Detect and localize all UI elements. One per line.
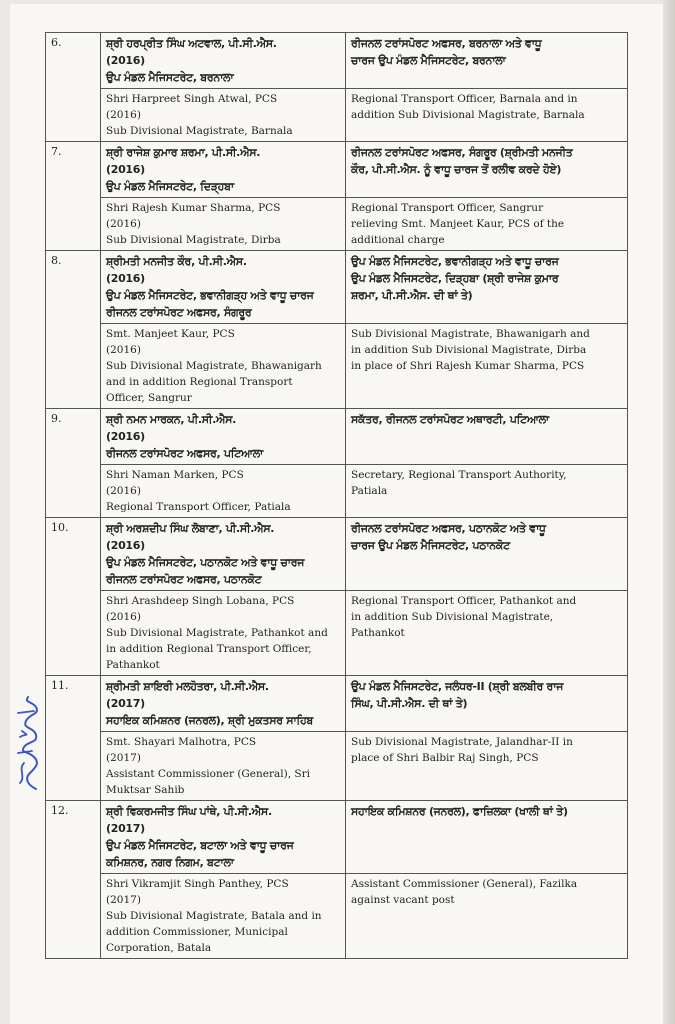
- officer-punjabi: [101, 676, 346, 732]
- entry-row-english: [46, 89, 628, 142]
- text-line: Regional Transport Officer, Pathankot and: [351, 595, 577, 607]
- text-line: ਉਪ ਮੰਡਲ ਮੈਜਿਸਟਰੇਟ, ਬਟਾਲਾ ਅਤੇ ਵਾਧੂ ਚਾਰਜ: [106, 839, 294, 852]
- text-line: ਉਪ ਮੰਡਲ ਮੈਜਿਸਟਰੇਟ, ਦਿੜ੍ਹਬਾ (ਸ਼੍ਰੀ ਰਾਜੇਸ਼ ਕੁਮਾਰ: [351, 272, 559, 285]
- text-line: Sub Divisional Magistrate, Pathankot and: [106, 627, 328, 639]
- posting-english: [346, 465, 628, 518]
- officer-punjabi: [101, 33, 346, 89]
- text-line: (2017): [106, 894, 141, 906]
- text-line: ਸ਼੍ਰੀ ਅਰਸ਼ਦੀਪ ਸਿੰਘ ਲੋਬਾਣਾ, ਪੀ.ਸੀ.ਐਸ.: [106, 522, 275, 535]
- entry-row-punjabi: [46, 409, 628, 465]
- text-line: ਉਪ ਮੰਡਲ ਮੈਜਿਸਟਰੇਟ, ਜਲੰਧਰ-II (ਸ਼੍ਰੀ ਬਲਬੀਰ ਰਾਜ: [351, 680, 564, 693]
- entry-number: 6.: [46, 33, 101, 142]
- text-line: Sub Divisional Magistrate, Barnala: [106, 125, 293, 137]
- text-line: in addition Sub Divisional Magistrate,: [351, 611, 554, 623]
- entry-row-english: [46, 465, 628, 518]
- text-line: Sub Divisional Magistrate, Bhawanigarh: [106, 360, 322, 372]
- officer-english: [101, 198, 346, 251]
- text-line: (2016): [106, 218, 141, 230]
- text-line: in addition Regional Transport Officer,: [106, 643, 312, 655]
- text-line: ਉਪ ਮੰਡਲ ਮੈਜਿਸਟਰੇਟ, ਪਠਾਨਕੋਟ ਅਤੇ ਵਾਧੂ ਚਾਰਜ: [106, 556, 305, 569]
- text-line: addition Commissioner, Municipal: [106, 926, 288, 938]
- officer-punjabi: [101, 801, 346, 874]
- text-line: Patiala: [351, 485, 388, 497]
- text-line: ਉਪ ਮੰਡਲ ਮੈਜਿਸਟਰੇਟ, ਭਵਾਨੀਗੜ੍ਹ ਅਤੇ ਵਾਧੂ ਚਾਰਜ: [351, 255, 559, 268]
- posting-orders-table: [45, 32, 628, 959]
- text-line: ਉਪ ਮੰਡਲ ਮੈਜਿਸਟਰੇਟ, ਬਰਨਾਲਾ: [106, 71, 234, 84]
- text-line: Assistant Commissioner (General), Fazilka: [351, 878, 578, 890]
- entry-number: 12.: [46, 801, 101, 959]
- entry-number: 8.: [46, 251, 101, 409]
- text-line: Shri Naman Marken, PCS: [106, 469, 244, 481]
- text-line: (2016): [106, 163, 145, 176]
- posting-punjabi: [346, 251, 628, 324]
- text-line: ਸਹਾਇਕ ਕਮਿਸ਼ਨਰ (ਜਨਰਲ), ਫਾਜ਼ਿਲਕਾ (ਖਾਲੀ ਥਾਂ ਤੇ): [351, 805, 568, 818]
- text-line: Shri Harpreet Singh Atwal, PCS: [106, 93, 278, 105]
- text-line: ਸ਼੍ਰੀਮਤੀ ਸ਼ਾਇਰੀ ਮਲਹੋਤਰਾ, ਪੀ.ਸੀ.ਐਸ.: [106, 680, 269, 693]
- text-line: (2016): [106, 485, 141, 497]
- text-line: relieving Smt. Manjeet Kaur, PCS of the: [351, 218, 565, 230]
- officer-punjabi: [101, 518, 346, 591]
- entry-row-english: [46, 591, 628, 676]
- text-line: (2016): [106, 344, 141, 356]
- text-line: Shri Arashdeep Singh Lobana, PCS: [106, 595, 295, 607]
- entry-row-punjabi: [46, 251, 628, 324]
- posting-punjabi: [346, 518, 628, 591]
- text-line: (2016): [106, 272, 145, 285]
- text-line: place of Shri Balbir Raj Singh, PCS: [351, 752, 539, 764]
- posting-punjabi: [346, 33, 628, 89]
- text-line: Pathankot: [351, 627, 405, 639]
- page-edge-shadow: [663, 0, 675, 1024]
- text-line: ਸ਼੍ਰੀ ਹਰਪ੍ਰੀਤ ਸਿੰਘ ਅਟਵਾਲ, ਪੀ.ਸੀ.ਐਸ.: [106, 37, 277, 50]
- entry-number: 11.: [46, 676, 101, 801]
- officer-english: [101, 465, 346, 518]
- text-line: ਸ਼ਰਮਾ, ਪੀ.ਸੀ.ਐਸ. ਦੀ ਥਾਂ ਤੇ): [351, 289, 473, 302]
- entry-number: 7.: [46, 142, 101, 251]
- officer-punjabi: [101, 142, 346, 198]
- entry-number: 10.: [46, 518, 101, 676]
- entry-row-punjabi: [46, 801, 628, 874]
- posting-punjabi: [346, 801, 628, 874]
- text-line: Smt. Shayari Malhotra, PCS: [106, 736, 257, 748]
- entry-number: 9.: [46, 409, 101, 518]
- officer-english: [101, 732, 346, 801]
- text-line: Sub Divisional Magistrate, Dirba: [106, 234, 281, 246]
- entry-row-punjabi: [46, 676, 628, 732]
- text-line: in addition Sub Divisional Magistrate, Dirba: [351, 344, 587, 356]
- text-line: ਸਹਾਇਕ ਕਮਿਸ਼ਨਰ (ਜਨਰਲ), ਸ਼੍ਰੀ ਮੁਕਤਸਰ ਸਾਹਿਬ: [106, 714, 313, 727]
- officer-punjabi: [101, 409, 346, 465]
- text-line: ਰੀਜਨਲ ਟਰਾਂਸਪੋਰਟ ਅਫਸਰ, ਪਠਾਨਕੋਟ ਅਤੇ ਵਾਧੂ: [351, 522, 546, 535]
- text-line: and in addition Regional Transport: [106, 376, 293, 388]
- entry-row-english: [46, 198, 628, 251]
- text-line: ਰੀਜਨਲ ਟਰਾਂਸਪੋਰਟ ਅਫਸਰ, ਬਰਨਾਲਾ ਅਤੇ ਵਾਧੂ: [351, 37, 542, 50]
- officer-english: [101, 89, 346, 142]
- officer-english: [101, 874, 346, 959]
- entry-row-english: [46, 874, 628, 959]
- text-line: Muktsar Sahib: [106, 784, 185, 796]
- text-line: ਕੌਰ, ਪੀ.ਸੀ.ਐਸ. ਨੂੰ ਵਾਧੂ ਚਾਰਜ ਤੋਂ ਰਲੀਵ ਕਰਦੇ ਹੋਏ): [351, 163, 562, 176]
- text-line: ਰੀਜਨਲ ਟਰਾਂਸਪੋਰਟ ਅਫਸਰ, ਪਟਿਆਲਾ: [106, 447, 263, 460]
- text-line: ਚਾਰਜ ਉਪ ਮੰਡਲ ਮੈਜਿਸਟਰੇਟ, ਬਰਨਾਲਾ: [351, 54, 506, 67]
- text-line: (2016): [106, 539, 145, 552]
- handwritten-signature: [6, 693, 50, 793]
- text-line: ਕਮਿਸ਼ਨਰ, ਨਗਰ ਨਿਗਮ, ਬਟਾਲਾ: [106, 856, 234, 869]
- text-line: Officer, Sangrur: [106, 392, 192, 404]
- text-line: (2016): [106, 430, 145, 443]
- text-line: Shri Rajesh Kumar Sharma, PCS: [106, 202, 281, 214]
- posting-punjabi: [346, 409, 628, 465]
- text-line: addition Sub Divisional Magistrate, Barnala: [351, 109, 585, 121]
- posting-english: [346, 324, 628, 409]
- text-line: ਉਪ ਮੰਡਲ ਮੈਜਿਸਟਰੇਟ, ਭਵਾਨੀਗੜ੍ਹ ਅਤੇ ਵਾਧੂ ਚਾਰਜ: [106, 289, 314, 302]
- posting-english: [346, 89, 628, 142]
- posting-english: [346, 732, 628, 801]
- officer-english: [101, 591, 346, 676]
- text-line: Regional Transport Officer, Sangrur: [351, 202, 544, 214]
- text-line: (2017): [106, 697, 145, 710]
- entry-row-punjabi: [46, 518, 628, 591]
- text-line: ਸਿੰਘ, ਪੀ.ਸੀ.ਐਸ. ਦੀ ਥਾਂ ਤੇ): [351, 697, 468, 710]
- entry-row-punjabi: [46, 33, 628, 89]
- text-line: Assistant Commissioner (General), Sri: [106, 768, 310, 780]
- officer-punjabi: [101, 251, 346, 324]
- text-line: ਸ਼੍ਰੀ ਵਿਕਰਮਜੀਤ ਸਿੰਘ ਪਾਂਥੇ, ਪੀ.ਸੀ.ਐਸ.: [106, 805, 272, 818]
- text-line: Sub Divisional Magistrate, Bhawanigarh and: [351, 328, 590, 340]
- text-line: Pathankot: [106, 659, 160, 671]
- text-line: Smt. Manjeet Kaur, PCS: [106, 328, 235, 340]
- text-line: additional charge: [351, 234, 445, 246]
- text-line: Shri Vikramjit Singh Panthey, PCS: [106, 878, 289, 890]
- text-line: (2017): [106, 822, 145, 835]
- text-line: Sub Divisional Magistrate, Batala and in: [106, 910, 322, 922]
- text-line: Regional Transport Officer, Patiala: [106, 501, 291, 513]
- posting-english: [346, 591, 628, 676]
- text-line: Sub Divisional Magistrate, Jalandhar-II in: [351, 736, 573, 748]
- posting-punjabi: [346, 676, 628, 732]
- entry-row-english: [46, 324, 628, 409]
- text-line: ਰੀਜਨਲ ਟਰਾਂਸਪੋਰਟ ਅਫਸਰ, ਪਠਾਨਕੋਟ: [106, 573, 262, 586]
- text-line: ਰੀਜਨਲ ਟਰਾਂਸਪੋਰਟ ਅਫਸਰ, ਸੰਗਰੂਰ: [106, 306, 252, 319]
- entry-row-english: [46, 732, 628, 801]
- entry-row-punjabi: [46, 142, 628, 198]
- text-line: ਚਾਰਜ ਉਪ ਮੰਡਲ ਮੈਜਿਸਟਰੇਟ, ਪਠਾਨਕੋਟ: [351, 539, 510, 552]
- text-line: ਉਪ ਮੰਡਲ ਮੈਜਿਸਟਰੇਟ, ਦਿੜ੍ਹਬਾ: [106, 180, 234, 193]
- text-line: ਸ਼੍ਰੀ ਨਮਨ ਮਾਰਕਨ, ਪੀ.ਸੀ.ਐਸ.: [106, 413, 237, 426]
- text-line: Corporation, Batala: [106, 942, 212, 954]
- posting-punjabi: [346, 142, 628, 198]
- text-line: (2016): [106, 611, 141, 623]
- text-line: ਸਕੱਤਰ, ਰੀਜਨਲ ਟਰਾਂਸਪੋਰਟ ਅਥਾਰਟੀ, ਪਟਿਆਲਾ: [351, 413, 549, 426]
- text-line: in place of Shri Rajesh Kumar Sharma, PCS: [351, 360, 585, 372]
- text-line: (2016): [106, 54, 145, 67]
- text-line: Regional Transport Officer, Barnala and in: [351, 93, 578, 105]
- posting-english: [346, 198, 628, 251]
- text-line: against vacant post: [351, 894, 455, 906]
- posting-english: [346, 874, 628, 959]
- text-line: (2016): [106, 109, 141, 121]
- text-line: ਸ਼੍ਰੀਮਤੀ ਮਨਜੀਤ ਕੌਰ, ਪੀ.ਸੀ.ਐਸ.: [106, 255, 247, 268]
- officer-english: [101, 324, 346, 409]
- text-line: Secretary, Regional Transport Authority,: [351, 469, 567, 481]
- text-line: ਰੀਜਨਲ ਟਰਾਂਸਪੋਰਟ ਅਫਸਰ, ਸੰਗਰੂਰ (ਸ਼੍ਰੀਮਤੀ ਮਨਜੀਤ: [351, 146, 573, 159]
- text-line: ਸ਼੍ਰੀ ਰਾਜੇਸ਼ ਕੁਮਾਰ ਸ਼ਰਮਾ, ਪੀ.ਸੀ.ਐਸ.: [106, 146, 261, 159]
- text-line: (2017): [106, 752, 141, 764]
